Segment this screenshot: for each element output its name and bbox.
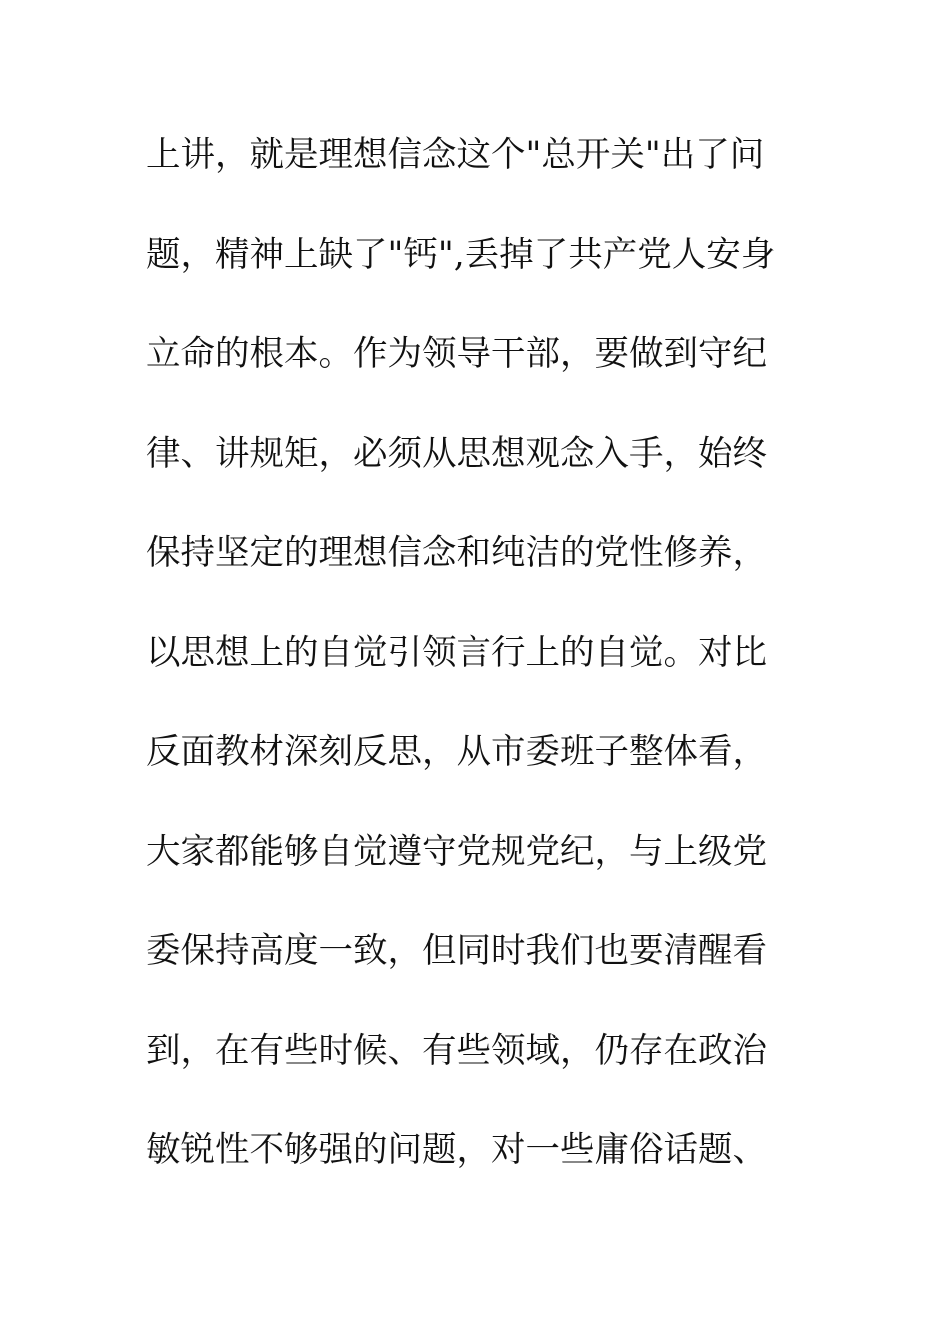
text-line: 保持坚定的理想信念和纯洁的党性修养，: [146, 533, 767, 573]
text-line: 上讲，就是理想信念这个"总开关"出了问: [146, 135, 765, 175]
text-line: 立命的根本。作为领导干部，要做到守纪: [146, 334, 767, 374]
text-line: 题，精神上缺了"钙",丢掉了共产党人安身: [146, 234, 776, 275]
text-line: 律、讲规矩，必须从思想观念入手，始终: [146, 433, 767, 474]
body-text: [146, 122, 836, 1217]
text-line: 反面教材深刻反思，从市委班子整体看，: [146, 732, 767, 772]
text-line: 委保持高度一致，但同时我们也要清醒看: [146, 931, 767, 971]
text-line: 大家都能够自觉遵守党规党纪，与上级党: [146, 831, 767, 872]
text-line: 敏锐性不够强的问题，对一些庸俗话题、: [146, 1130, 767, 1170]
text-line: 到，在有些时候、有些领域，仍存在政治: [146, 1030, 767, 1071]
text-line: 以思想上的自觉引领言行上的自觉。对比: [146, 632, 767, 673]
